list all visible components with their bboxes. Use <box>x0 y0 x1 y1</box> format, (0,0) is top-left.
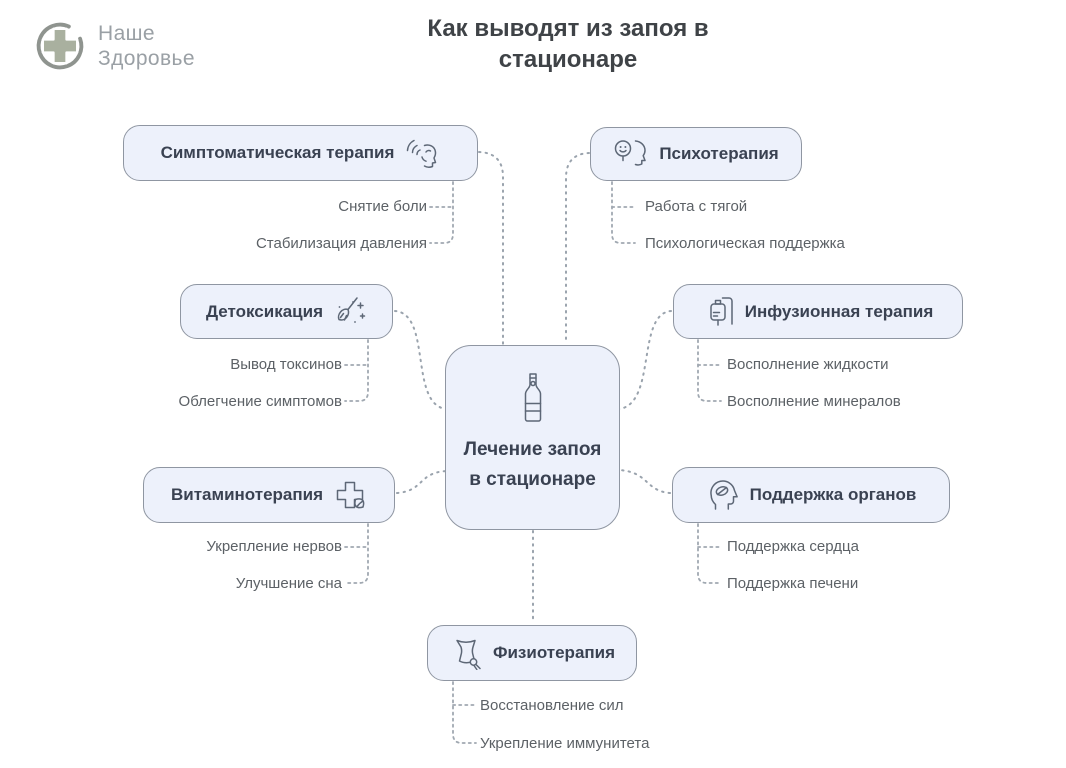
connector-organs-children <box>698 524 721 583</box>
child-label: Стабилизация давления <box>255 235 427 252</box>
branch-label: Симптоматическая терапия <box>160 143 395 162</box>
connector-infusion-children <box>698 340 721 401</box>
connector-symptomatic-children <box>430 182 453 243</box>
connector-organs-main <box>619 470 670 493</box>
branch-node-organs <box>672 467 950 523</box>
medical-cross-logo-icon <box>34 20 86 72</box>
child-label: Поддержка печени <box>727 575 859 592</box>
branch-label: Физиотерапия <box>492 643 616 662</box>
child-label: Поддержка сердца <box>727 538 859 555</box>
child-label: Вывод токсинов <box>230 356 342 373</box>
logo <box>34 20 195 72</box>
connector-symptomatic-main <box>479 152 503 344</box>
logo-text-line2: Здоровье <box>98 47 195 70</box>
child-label: Восполнение жидкости <box>727 356 889 373</box>
child-label: Укрепление нервов <box>206 538 342 555</box>
branch-label: Витаминотерапия <box>170 485 324 504</box>
connector-vitamin-main <box>397 471 446 493</box>
child-label: Психологическая поддержка <box>645 235 845 252</box>
child-label: Укрепление иммунитета <box>480 735 650 752</box>
connector-detox-main <box>395 311 446 409</box>
massage-icon <box>449 636 483 670</box>
branch-node-symptomatic <box>123 125 478 181</box>
branch-node-physio <box>427 625 637 681</box>
logo-text <box>98 21 195 71</box>
bottle-icon <box>520 372 546 424</box>
page-title: Как выводят из запоя в стационаре <box>427 15 709 73</box>
child-label: Снятие боли <box>338 198 427 215</box>
central-node-label: Лечение запоя в стационаре <box>463 439 602 490</box>
headache-icon <box>404 136 440 170</box>
connector-psychotherapy-children <box>612 182 635 243</box>
branch-node-detox <box>180 284 393 339</box>
connector-vitamin-children <box>345 524 368 583</box>
iv-drip-icon <box>703 295 735 329</box>
connector-psychotherapy-main <box>566 153 589 344</box>
connector-physio-children <box>453 682 476 743</box>
branch-node-vitamin <box>143 467 395 523</box>
connector-infusion-main <box>619 311 671 409</box>
branch-node-psychotherapy <box>590 127 802 181</box>
connector-detox-children <box>345 340 368 401</box>
central-node <box>445 345 620 530</box>
head-smile-icon <box>613 138 649 170</box>
branch-label: Инфузионная терапия <box>744 301 934 321</box>
branch-label: Поддержка органов <box>749 485 917 504</box>
cross-leaf-icon <box>333 478 367 512</box>
child-label: Работа с тягой <box>645 198 748 215</box>
branch-label: Детоксикация <box>205 301 323 321</box>
branch-node-infusion <box>673 284 963 339</box>
child-label: Восстановление сил <box>480 697 624 714</box>
head-organ-icon <box>706 478 740 512</box>
child-label: Улучшение сна <box>235 575 342 592</box>
branch-label: Психотерапия <box>659 144 779 163</box>
logo-text-line1: Наше <box>98 22 155 45</box>
child-label: Облегчение симптомов <box>178 393 342 410</box>
child-label: Восполнение минералов <box>727 393 901 410</box>
broom-icon <box>333 295 367 329</box>
